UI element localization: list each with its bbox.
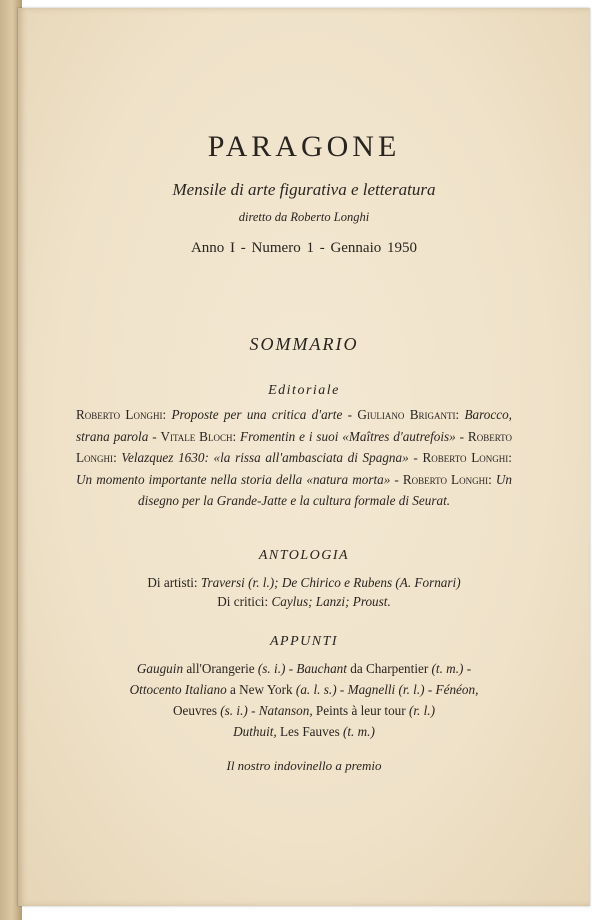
- appunti-item: Bauchant: [296, 661, 347, 676]
- journal-page: [18, 8, 590, 906]
- entry-author: Vitale Bloch: [160, 428, 233, 444]
- artisti-label: Di artisti:: [147, 575, 198, 590]
- critici-label: Di critici:: [217, 594, 269, 609]
- entry-title: Barocco, strana parola: [76, 407, 512, 444]
- entry-title: Un momento importante nella storia della «natura morta»: [76, 471, 391, 487]
- appunti-editor: (s. i.): [257, 661, 286, 676]
- entry-title: Velazquez 1630: «la rissa all'ambasciata di Spagna»: [121, 450, 409, 465]
- appunti-item: Ottocento Italiano: [129, 682, 227, 697]
- appunti-item: Natanson,: [258, 703, 313, 718]
- antologia-critici: [18, 594, 590, 610]
- artisti-editor: (A. Fornari): [395, 575, 461, 590]
- entry-title: Un disegno per la Grande-Jatte e la cultura formale di Seurat.: [137, 471, 512, 508]
- editoriale-list: Roberto Longhi: Proposte per una critica d'arte - Giuliano Briganti: Barocco, strana parola - Vitale Bloch: Fromentin e i suoi «Maîtres d'autrefois» - Roberto Longhi: Velazquez 1630: «la rissa all'ambasciata di Spagna» - Roberto Longhi: Un momento importante nella storia della «natura morta» - Roberto Longhi: Un disegno per la Grande-Jatte e la cultura formale di Seurat.: [76, 407, 512, 508]
- antologia-heading: ANTOLOGIA: [258, 548, 350, 563]
- appunti-item: all'Orangerie: [186, 661, 255, 676]
- entry-author: Roberto Longhi: [76, 407, 163, 422]
- entry-author: Roberto Longhi: [422, 450, 509, 465]
- appunti-item: Magnelli: [347, 682, 396, 697]
- critici-list: Caylus; Lanzi; Proust.: [271, 594, 391, 609]
- artisti-item: Traversi: [200, 575, 245, 590]
- appunti-editor: (a. l. s.): [295, 682, 337, 697]
- appunti-editor: (s. i.): [220, 703, 248, 718]
- contents-heading: SOMMARIO: [249, 334, 359, 354]
- appunti-item: Gauguin: [136, 661, 184, 676]
- artisti-item: De Chirico e Rubens: [281, 575, 393, 590]
- appunti-item: Duthuit,: [233, 724, 277, 739]
- entry-author: Giuliano Briganti: [357, 407, 456, 422]
- appunti-item: a New York: [229, 682, 293, 697]
- appunti-list: Gauguin all'Orangerie (s. i.) - Bauchant da Charpentier (t. m.) - Ottocento Italiano a New York (a. l. s.) - Magnelli (r. l.) - Fénéon, Oeuvres (s. i.) - Natanson, Peints à leur tour (r. l.) Duthuit, Les Fauves (t. m.): [129, 661, 479, 739]
- entry-title: Proposte per una critica d'arte: [171, 407, 343, 422]
- closing-line: Il nostro indovinello a premio: [226, 758, 382, 773]
- entry-author: Roberto Longhi: [76, 428, 512, 465]
- appunti-item: Fénéon,: [435, 682, 479, 697]
- artisti-editor: (r. l.);: [248, 575, 279, 590]
- issue-line: Anno I - Numero 1 - Gennaio 1950: [190, 240, 418, 256]
- editoriale-heading: Editoriale: [268, 383, 340, 398]
- appunti-editor: (t. m.): [343, 724, 375, 739]
- journal-title: PARAGONE: [207, 130, 401, 163]
- appunti-item: Oeuvres: [173, 703, 217, 718]
- appunti-editor: (r. l.): [398, 682, 425, 697]
- appunti-item: Les Fauves: [280, 724, 340, 739]
- appunti-heading: APPUNTI: [269, 634, 339, 649]
- appunti-editor: (r. l.): [408, 703, 435, 718]
- appunti-editor: (t. m.): [431, 661, 464, 676]
- appunti-item: Peints à leur tour: [315, 703, 406, 718]
- antologia-artisti: [18, 575, 590, 591]
- entry-author: Roberto Longhi: [402, 471, 489, 487]
- entry-title: Fromentin e i suoi «Maîtres d'autrefois»: [240, 428, 456, 444]
- editor-line: diretto da Roberto Longhi: [238, 210, 370, 224]
- appunti-item: da Charpentier: [350, 661, 429, 676]
- journal-subtitle: Mensile di arte figurativa e letteratura: [172, 180, 436, 199]
